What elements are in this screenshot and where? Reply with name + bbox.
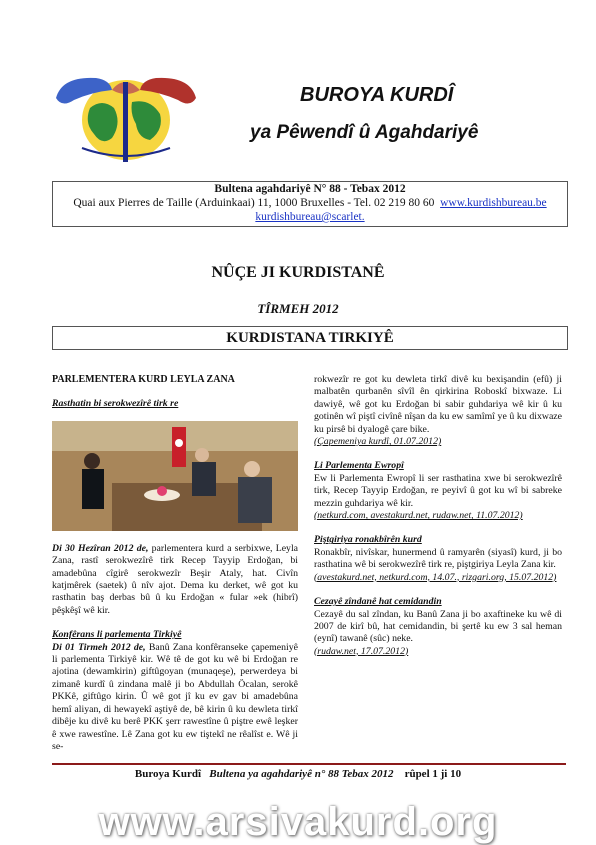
footer-divider xyxy=(52,763,566,765)
region-heading: KURDISTANA TIRKIYÊ xyxy=(52,326,568,350)
paragraph-2-text: Banû Zana konfêranseke çapemeniyê li parlementa Tirkiyê kir. Wê tê de got ku wê bi Erdoğan re ajotina (dewamkirin) giftûgoyan (munaqeşe), perwerdeya bi zimanê kurdî û zindana malê ji bo Abdullah Öcalan, serokê PKKê, giftûgo kirin. Û wê got jî ku ev gav bi amadebûna hemî aliyan, di hewayekî aştiyê de, bê kirin û ku dewleta tirkî dibêje ku divê ku berê PKK şerr rawestîne û piştre ewê leşker ê xwe rawestîne. Lê Zana got ku ew tiştekî ne rêalîst e. Wê ji se- xyxy=(52,641,298,752)
subheading-conference: Konfêrans li parlementa Tirkiyê xyxy=(52,629,182,641)
subheading-european-parliament: Li Parlementa Ewropî xyxy=(314,460,404,472)
paragraph-1 xyxy=(52,543,298,617)
section-heading: NÛÇE JI KURDISTANÊ xyxy=(211,264,385,281)
section-month: TÎRMEH 2012 xyxy=(257,301,339,316)
subheading-meeting: Rasthatin bi serokwezîrê tirk re xyxy=(52,398,179,410)
footer-page-number: rûpel 1 ji 10 xyxy=(404,768,462,780)
paragraph-sentence: Cezayê du sal zîndan, ku Banû Zana ji bo axaftineke ku wê di 2007 de kirî bû, hat cemidandin, bi şertê ku ew 3 sal heman (eynî) tawanê (sûc) neke. xyxy=(314,608,562,645)
right-column xyxy=(314,374,562,658)
paragraph-intellectuals: Ronakbîr, nivîskar, hunermend û ramyarên (siyasî) kurd, ji bo rasthatina wê bi serokwezîrê tirk re, piştgiriya Leyla Zana kir. xyxy=(314,546,562,571)
photo-illustration xyxy=(52,421,298,531)
paragraph-2 xyxy=(52,642,298,754)
paragraph-1-date: Di 30 Hezîran 2012 de, xyxy=(52,542,149,554)
meeting-photo xyxy=(52,421,298,531)
archive-watermark: www.arsivakurd.org xyxy=(98,800,498,844)
source-2: (netkurd.com, avestakurd.net, rudaw.net, 11.07.2012) xyxy=(314,510,523,522)
bulletin-number: Bultena agahdariyê N° 88 - Tebax 2012 xyxy=(214,183,406,195)
paragraph-1-text: parlementera kurd a serbixwe, Leyla Zana, rastî serokwezîrê tirk Recep Tayyip Erdoğan, bi amadebûna cîgirê serokwezîr Beşir Ataly, hat. Civîn katjmêrek (saetek) û nîv ajot. Dema ku derket, wê got ku rasthatin baş derbas bû û ku Erdoğan « fular »ek (hibrî) pêşkêşî wê kir. xyxy=(52,542,299,616)
footer-bulletin: Bultena ya agahdariyê n° 88 Tebax 2012 xyxy=(209,768,394,780)
subheading-sentence: Cezayê zîndanê hat cemidandin xyxy=(314,596,442,608)
address: Quai aux Pierres de Taille (Arduinkaai) 11, 1000 Bruxelles - Tel. 02 219 80 60 xyxy=(73,197,435,209)
paragraph-2-date: Di 01 Tirmeh 2012 de, xyxy=(52,641,146,653)
left-column xyxy=(52,374,298,753)
subheading-intellectuals: Piştgiriya ronakbîrên kurd xyxy=(314,534,422,546)
title-line-2: ya Pêwendî û Agahdariyê xyxy=(250,122,479,143)
website-link[interactable]: www.kurdishbureau.be xyxy=(440,197,547,209)
paragraph-european-parliament: Ew li Parlementa Ewropî li ser rasthatina xwe bi serokwezîrê tirk, Recep Tayyip Erdoğan, re peyivî û got ku wî bi sabreke mezzin guhdariya wê kir. xyxy=(314,472,562,509)
title-line-1: BUROYA KURDÎ xyxy=(300,84,454,106)
page-footer xyxy=(0,768,596,780)
article-headline: PARLEMENTERA KURD LEYLA ZANA xyxy=(52,374,235,385)
footer-org: Buroya Kurdî xyxy=(134,768,202,780)
source-3: (avestakurd.net, netkurd.com, 14.07., rizgari.org, 15.07.2012) xyxy=(314,571,557,583)
paragraph-continued: rokwezîr re got ku dewleta tirkî divê ku bexişandin (efû) ji malbatên qurbanên sîvîl ên qirkirina Roboskî bixwaze. Li dawiyê, wê got ku Erdoğan bi sabir guhdariya wê kir û ku gotinên wî piştî civînê nîşan da ku ew samîmî ye û ku dixwaze ku pirsê bi dyalogê çare bike. xyxy=(314,374,562,435)
email-link[interactable]: kurdishbureau@scarlet. xyxy=(255,211,365,223)
address-line xyxy=(53,196,567,210)
source-1: (Çapemeniya kurdî, 01.07.2012) xyxy=(314,436,442,448)
source-4: (rudaw.net, 17.07.2012) xyxy=(314,645,409,657)
bureau-logo xyxy=(52,68,200,168)
bulletin-info-box xyxy=(52,181,568,227)
